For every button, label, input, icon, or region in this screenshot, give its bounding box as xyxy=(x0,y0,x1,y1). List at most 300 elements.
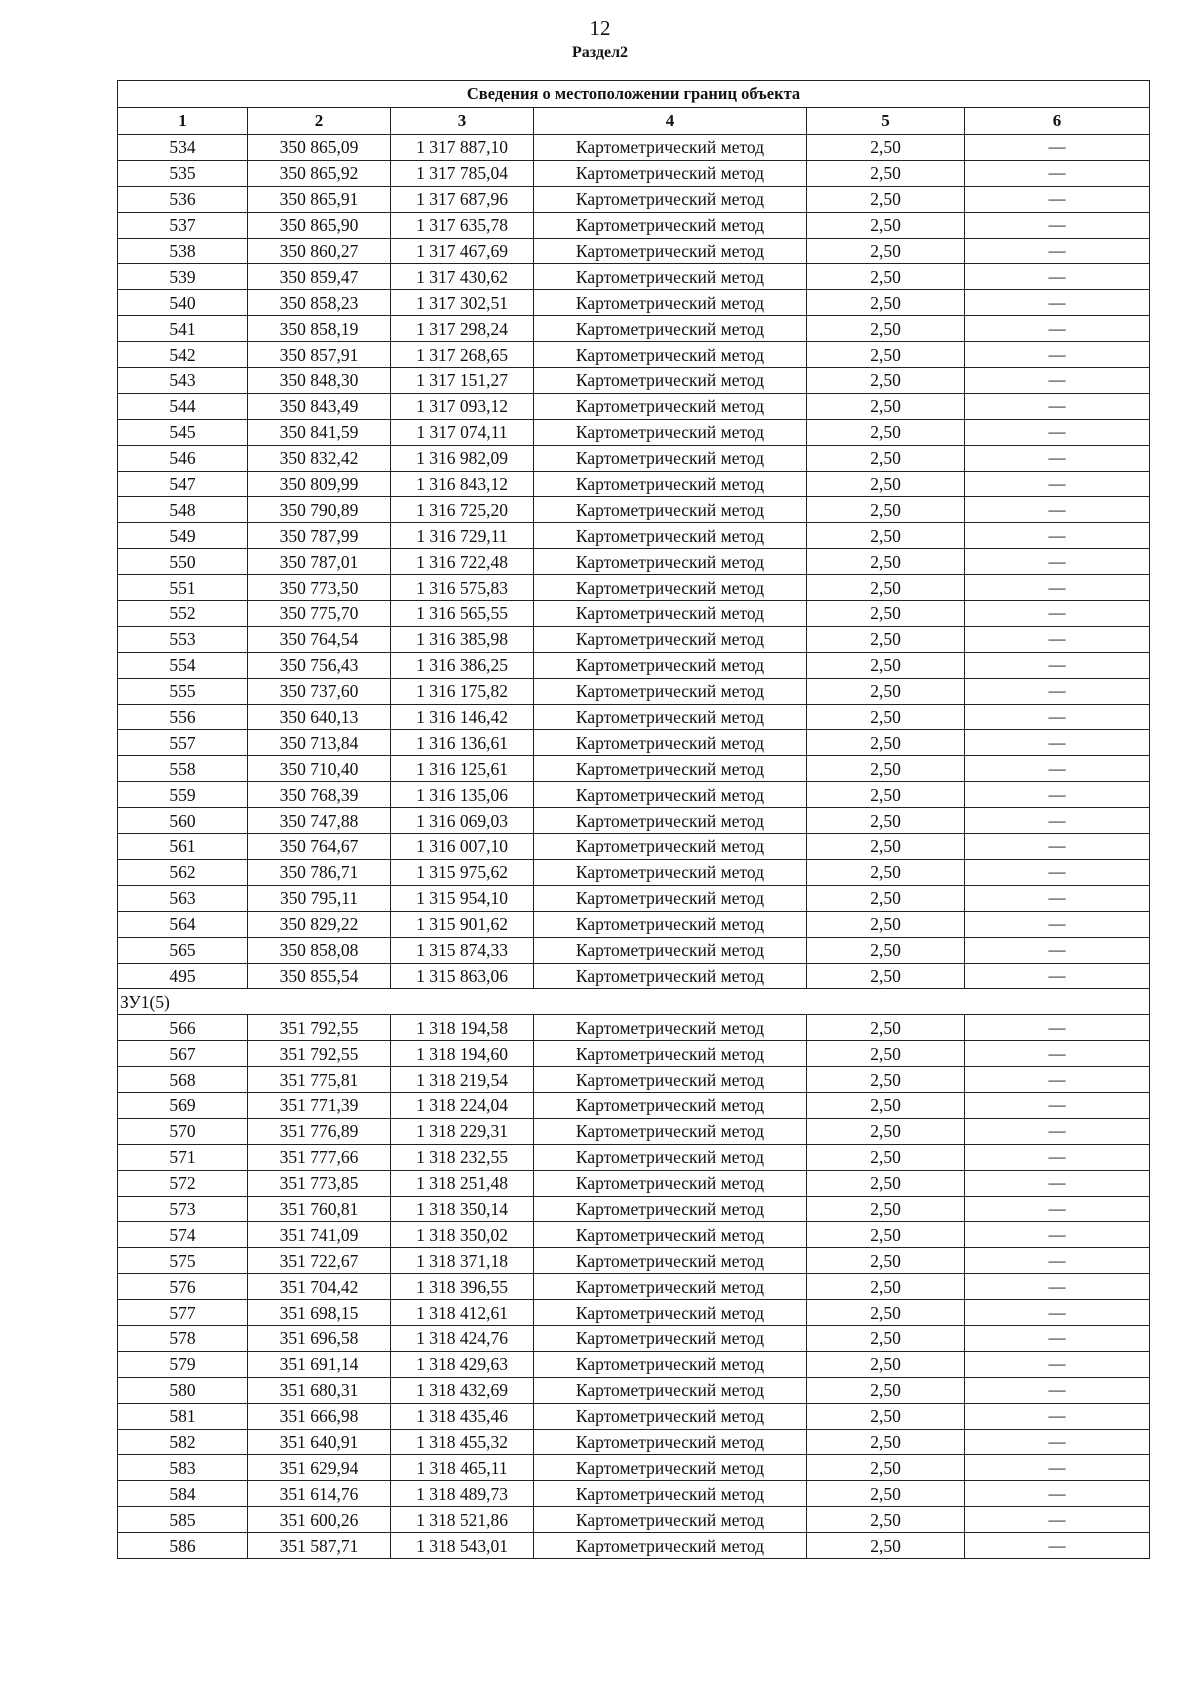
y-coordinate-cell: 1 317 785,04 xyxy=(391,160,534,186)
table-row xyxy=(118,756,1150,782)
accuracy-cell: 2,50 xyxy=(807,963,965,989)
table-row xyxy=(118,212,1150,238)
accuracy-cell: 2,50 xyxy=(807,678,965,704)
x-coordinate-cell: 351 680,31 xyxy=(248,1377,391,1403)
x-coordinate-cell: 350 790,89 xyxy=(248,497,391,523)
description-cell: — xyxy=(965,1429,1150,1455)
y-coordinate-cell: 1 317 074,11 xyxy=(391,419,534,445)
column-number: 1 xyxy=(118,108,248,135)
point-number-cell: 552 xyxy=(118,601,248,627)
description-cell: — xyxy=(965,1248,1150,1274)
table-row xyxy=(118,419,1150,445)
accuracy-cell: 2,50 xyxy=(807,393,965,419)
accuracy-cell: 2,50 xyxy=(807,1507,965,1533)
accuracy-cell: 2,50 xyxy=(807,1300,965,1326)
table-row xyxy=(118,1300,1150,1326)
table-row xyxy=(118,1170,1150,1196)
table-row xyxy=(118,601,1150,627)
accuracy-cell: 2,50 xyxy=(807,1041,965,1067)
accuracy-cell: 2,50 xyxy=(807,652,965,678)
description-cell: — xyxy=(965,1222,1150,1248)
x-coordinate-cell: 350 795,11 xyxy=(248,885,391,911)
point-number-cell: 576 xyxy=(118,1274,248,1300)
y-coordinate-cell: 1 316 125,61 xyxy=(391,756,534,782)
table-row xyxy=(118,782,1150,808)
method-cell: Картометрический метод xyxy=(534,575,807,601)
y-coordinate-cell: 1 315 874,33 xyxy=(391,937,534,963)
method-cell: Картометрический метод xyxy=(534,1092,807,1118)
table-row xyxy=(118,445,1150,471)
method-cell: Картометрический метод xyxy=(534,1481,807,1507)
table-row xyxy=(118,497,1150,523)
method-cell: Картометрический метод xyxy=(534,1377,807,1403)
method-cell: Картометрический метод xyxy=(534,368,807,394)
accuracy-cell: 2,50 xyxy=(807,264,965,290)
description-cell: — xyxy=(965,160,1150,186)
accuracy-cell: 2,50 xyxy=(807,937,965,963)
method-cell: Картометрический метод xyxy=(534,601,807,627)
method-cell: Картометрический метод xyxy=(534,963,807,989)
method-cell: Картометрический метод xyxy=(534,937,807,963)
table-row xyxy=(118,626,1150,652)
method-cell: Картометрический метод xyxy=(534,186,807,212)
x-coordinate-cell: 351 771,39 xyxy=(248,1092,391,1118)
description-cell: — xyxy=(965,1403,1150,1429)
x-coordinate-cell: 350 858,23 xyxy=(248,290,391,316)
table-row xyxy=(118,393,1150,419)
method-cell: Картометрический метод xyxy=(534,756,807,782)
description-cell: — xyxy=(965,601,1150,627)
description-cell: — xyxy=(965,135,1150,161)
method-cell: Картометрический метод xyxy=(534,1455,807,1481)
point-number-cell: 537 xyxy=(118,212,248,238)
description-cell: — xyxy=(965,911,1150,937)
x-coordinate-cell: 350 860,27 xyxy=(248,238,391,264)
table-row xyxy=(118,963,1150,989)
description-cell: — xyxy=(965,1377,1150,1403)
accuracy-cell: 2,50 xyxy=(807,601,965,627)
table-caption-row xyxy=(118,81,1150,108)
description-cell: — xyxy=(965,652,1150,678)
accuracy-cell: 2,50 xyxy=(807,626,965,652)
table-row xyxy=(118,911,1150,937)
y-coordinate-cell: 1 318 251,48 xyxy=(391,1170,534,1196)
x-coordinate-cell: 350 764,67 xyxy=(248,834,391,860)
accuracy-cell: 2,50 xyxy=(807,1118,965,1144)
x-coordinate-cell: 350 710,40 xyxy=(248,756,391,782)
y-coordinate-cell: 1 316 843,12 xyxy=(391,471,534,497)
point-number-cell: 555 xyxy=(118,678,248,704)
x-coordinate-cell: 351 775,81 xyxy=(248,1067,391,1093)
description-cell: — xyxy=(965,523,1150,549)
accuracy-cell: 2,50 xyxy=(807,1403,965,1429)
x-coordinate-cell: 351 773,85 xyxy=(248,1170,391,1196)
accuracy-cell: 2,50 xyxy=(807,1222,965,1248)
x-coordinate-cell: 350 786,71 xyxy=(248,859,391,885)
table-row xyxy=(118,1118,1150,1144)
method-cell: Картометрический метод xyxy=(534,911,807,937)
y-coordinate-cell: 1 316 146,42 xyxy=(391,704,534,730)
description-cell: — xyxy=(965,1144,1150,1170)
method-cell: Картометрический метод xyxy=(534,160,807,186)
point-number-cell: 578 xyxy=(118,1325,248,1351)
x-coordinate-cell: 351 741,09 xyxy=(248,1222,391,1248)
description-cell: — xyxy=(965,393,1150,419)
x-coordinate-cell: 350 865,09 xyxy=(248,135,391,161)
description-cell: — xyxy=(965,316,1150,342)
x-coordinate-cell: 350 841,59 xyxy=(248,419,391,445)
column-number: 6 xyxy=(965,108,1150,135)
point-number-cell: 553 xyxy=(118,626,248,652)
table-row xyxy=(118,1481,1150,1507)
y-coordinate-cell: 1 318 521,86 xyxy=(391,1507,534,1533)
description-cell: — xyxy=(965,1533,1150,1559)
accuracy-cell: 2,50 xyxy=(807,1274,965,1300)
y-coordinate-cell: 1 315 975,62 xyxy=(391,859,534,885)
method-cell: Картометрический метод xyxy=(534,290,807,316)
table-row xyxy=(118,834,1150,860)
y-coordinate-cell: 1 318 229,31 xyxy=(391,1118,534,1144)
accuracy-cell: 2,50 xyxy=(807,1196,965,1222)
method-cell: Картометрический метод xyxy=(534,652,807,678)
table-row xyxy=(118,1507,1150,1533)
point-number-cell: 546 xyxy=(118,445,248,471)
y-coordinate-cell: 1 315 954,10 xyxy=(391,885,534,911)
x-coordinate-cell: 351 722,67 xyxy=(248,1248,391,1274)
accuracy-cell: 2,50 xyxy=(807,834,965,860)
x-coordinate-cell: 350 773,50 xyxy=(248,575,391,601)
x-coordinate-cell: 350 764,54 xyxy=(248,626,391,652)
y-coordinate-cell: 1 318 396,55 xyxy=(391,1274,534,1300)
x-coordinate-cell: 350 747,88 xyxy=(248,808,391,834)
boundary-coordinates-table xyxy=(117,80,1150,1559)
table-row xyxy=(118,1196,1150,1222)
accuracy-cell: 2,50 xyxy=(807,911,965,937)
x-coordinate-cell: 350 640,13 xyxy=(248,704,391,730)
table-row xyxy=(118,342,1150,368)
y-coordinate-cell: 1 317 430,62 xyxy=(391,264,534,290)
description-cell: — xyxy=(965,1507,1150,1533)
method-cell: Картометрический метод xyxy=(534,1351,807,1377)
method-cell: Картометрический метод xyxy=(534,1248,807,1274)
section-title: Раздел2 xyxy=(571,44,629,61)
method-cell: Картометрический метод xyxy=(534,419,807,445)
column-number: 5 xyxy=(807,108,965,135)
point-number-cell: 544 xyxy=(118,393,248,419)
table-row xyxy=(118,368,1150,394)
description-cell: — xyxy=(965,419,1150,445)
accuracy-cell: 2,50 xyxy=(807,1429,965,1455)
group-row xyxy=(118,989,1150,1015)
table-row xyxy=(118,290,1150,316)
method-cell: Картометрический метод xyxy=(534,135,807,161)
point-number-cell: 567 xyxy=(118,1041,248,1067)
x-coordinate-cell: 351 698,15 xyxy=(248,1300,391,1326)
point-number-cell: 562 xyxy=(118,859,248,885)
table-row xyxy=(118,238,1150,264)
y-coordinate-cell: 1 316 175,82 xyxy=(391,678,534,704)
y-coordinate-cell: 1 317 302,51 xyxy=(391,290,534,316)
method-cell: Картометрический метод xyxy=(534,1274,807,1300)
description-cell: — xyxy=(965,937,1150,963)
table-row xyxy=(118,316,1150,342)
y-coordinate-cell: 1 318 412,61 xyxy=(391,1300,534,1326)
point-number-cell: 541 xyxy=(118,316,248,342)
x-coordinate-cell: 350 843,49 xyxy=(248,393,391,419)
method-cell: Картометрический метод xyxy=(534,316,807,342)
table-row xyxy=(118,1403,1150,1429)
point-number-cell: 572 xyxy=(118,1170,248,1196)
y-coordinate-cell: 1 316 729,11 xyxy=(391,523,534,549)
table-row xyxy=(118,808,1150,834)
column-number: 2 xyxy=(248,108,391,135)
x-coordinate-cell: 350 768,39 xyxy=(248,782,391,808)
description-cell: — xyxy=(965,342,1150,368)
point-number-cell: 575 xyxy=(118,1248,248,1274)
point-number-cell: 563 xyxy=(118,885,248,911)
accuracy-cell: 2,50 xyxy=(807,135,965,161)
point-number-cell: 539 xyxy=(118,264,248,290)
accuracy-cell: 2,50 xyxy=(807,1015,965,1041)
y-coordinate-cell: 1 316 565,55 xyxy=(391,601,534,627)
description-cell: — xyxy=(965,1300,1150,1326)
point-number-cell: 557 xyxy=(118,730,248,756)
method-cell: Картометрический метод xyxy=(534,1170,807,1196)
y-coordinate-cell: 1 318 194,58 xyxy=(391,1015,534,1041)
table-row xyxy=(118,1455,1150,1481)
method-cell: Картометрический метод xyxy=(534,523,807,549)
point-number-cell: 569 xyxy=(118,1092,248,1118)
column-number-row xyxy=(118,108,1150,135)
description-cell: — xyxy=(965,445,1150,471)
description-cell: — xyxy=(965,549,1150,575)
accuracy-cell: 2,50 xyxy=(807,212,965,238)
y-coordinate-cell: 1 317 093,12 xyxy=(391,393,534,419)
table-row xyxy=(118,575,1150,601)
y-coordinate-cell: 1 316 136,61 xyxy=(391,730,534,756)
accuracy-cell: 2,50 xyxy=(807,160,965,186)
method-cell: Картометрический метод xyxy=(534,859,807,885)
accuracy-cell: 2,50 xyxy=(807,445,965,471)
accuracy-cell: 2,50 xyxy=(807,523,965,549)
description-cell: — xyxy=(965,859,1150,885)
x-coordinate-cell: 351 696,58 xyxy=(248,1325,391,1351)
y-coordinate-cell: 1 318 224,04 xyxy=(391,1092,534,1118)
method-cell: Картометрический метод xyxy=(534,264,807,290)
point-number-cell: 549 xyxy=(118,523,248,549)
accuracy-cell: 2,50 xyxy=(807,756,965,782)
accuracy-cell: 2,50 xyxy=(807,471,965,497)
x-coordinate-cell: 350 855,54 xyxy=(248,963,391,989)
accuracy-cell: 2,50 xyxy=(807,1455,965,1481)
column-number: 4 xyxy=(534,108,807,135)
y-coordinate-cell: 1 317 151,27 xyxy=(391,368,534,394)
table-row xyxy=(118,885,1150,911)
y-coordinate-cell: 1 316 725,20 xyxy=(391,497,534,523)
method-cell: Картометрический метод xyxy=(534,808,807,834)
accuracy-cell: 2,50 xyxy=(807,1481,965,1507)
y-coordinate-cell: 1 318 371,18 xyxy=(391,1248,534,1274)
y-coordinate-cell: 1 318 194,60 xyxy=(391,1041,534,1067)
method-cell: Картометрический метод xyxy=(534,1300,807,1326)
x-coordinate-cell: 350 859,47 xyxy=(248,264,391,290)
accuracy-cell: 2,50 xyxy=(807,1533,965,1559)
description-cell: — xyxy=(965,704,1150,730)
x-coordinate-cell: 350 858,08 xyxy=(248,937,391,963)
point-number-cell: 534 xyxy=(118,135,248,161)
y-coordinate-cell: 1 316 135,06 xyxy=(391,782,534,808)
method-cell: Картометрический метод xyxy=(534,704,807,730)
description-cell: — xyxy=(965,834,1150,860)
y-coordinate-cell: 1 317 298,24 xyxy=(391,316,534,342)
method-cell: Картометрический метод xyxy=(534,238,807,264)
x-coordinate-cell: 351 629,94 xyxy=(248,1455,391,1481)
description-cell: — xyxy=(965,808,1150,834)
y-coordinate-cell: 1 316 385,98 xyxy=(391,626,534,652)
description-cell: — xyxy=(965,626,1150,652)
x-coordinate-cell: 351 760,81 xyxy=(248,1196,391,1222)
x-coordinate-cell: 350 713,84 xyxy=(248,730,391,756)
point-number-cell: 584 xyxy=(118,1481,248,1507)
point-number-cell: 548 xyxy=(118,497,248,523)
point-number-cell: 561 xyxy=(118,834,248,860)
accuracy-cell: 2,50 xyxy=(807,808,965,834)
point-number-cell: 495 xyxy=(118,963,248,989)
description-cell: — xyxy=(965,1325,1150,1351)
description-cell: — xyxy=(965,963,1150,989)
description-cell: — xyxy=(965,1041,1150,1067)
y-coordinate-cell: 1 318 465,11 xyxy=(391,1455,534,1481)
description-cell: — xyxy=(965,1067,1150,1093)
description-cell: — xyxy=(965,1118,1150,1144)
table-row xyxy=(118,264,1150,290)
point-number-cell: 540 xyxy=(118,290,248,316)
x-coordinate-cell: 350 865,92 xyxy=(248,160,391,186)
method-cell: Картометрический метод xyxy=(534,1222,807,1248)
table-body xyxy=(118,135,1150,1559)
x-coordinate-cell: 351 600,26 xyxy=(248,1507,391,1533)
table-row xyxy=(118,523,1150,549)
y-coordinate-cell: 1 318 219,54 xyxy=(391,1067,534,1093)
method-cell: Картометрический метод xyxy=(534,1325,807,1351)
method-cell: Картометрический метод xyxy=(534,549,807,575)
x-coordinate-cell: 351 792,55 xyxy=(248,1041,391,1067)
point-number-cell: 542 xyxy=(118,342,248,368)
y-coordinate-cell: 1 318 350,14 xyxy=(391,1196,534,1222)
method-cell: Картометрический метод xyxy=(534,212,807,238)
accuracy-cell: 2,50 xyxy=(807,1170,965,1196)
accuracy-cell: 2,50 xyxy=(807,549,965,575)
accuracy-cell: 2,50 xyxy=(807,290,965,316)
y-coordinate-cell: 1 316 069,03 xyxy=(391,808,534,834)
point-number-cell: 581 xyxy=(118,1403,248,1429)
x-coordinate-cell: 351 776,89 xyxy=(248,1118,391,1144)
y-coordinate-cell: 1 315 863,06 xyxy=(391,963,534,989)
x-coordinate-cell: 351 640,91 xyxy=(248,1429,391,1455)
description-cell: — xyxy=(965,756,1150,782)
y-coordinate-cell: 1 316 386,25 xyxy=(391,652,534,678)
accuracy-cell: 2,50 xyxy=(807,1144,965,1170)
accuracy-cell: 2,50 xyxy=(807,1248,965,1274)
table-row xyxy=(118,160,1150,186)
y-coordinate-cell: 1 318 432,69 xyxy=(391,1377,534,1403)
group-label: ЗУ1(5) xyxy=(118,989,1150,1015)
accuracy-cell: 2,50 xyxy=(807,497,965,523)
method-cell: Картометрический метод xyxy=(534,1015,807,1041)
point-number-cell: 565 xyxy=(118,937,248,963)
table-row xyxy=(118,1274,1150,1300)
y-coordinate-cell: 1 316 722,48 xyxy=(391,549,534,575)
accuracy-cell: 2,50 xyxy=(807,342,965,368)
y-coordinate-cell: 1 318 429,63 xyxy=(391,1351,534,1377)
description-cell: — xyxy=(965,1196,1150,1222)
table-row xyxy=(118,859,1150,885)
point-number-cell: 535 xyxy=(118,160,248,186)
x-coordinate-cell: 350 857,91 xyxy=(248,342,391,368)
point-number-cell: 551 xyxy=(118,575,248,601)
x-coordinate-cell: 350 829,22 xyxy=(248,911,391,937)
point-number-cell: 577 xyxy=(118,1300,248,1326)
x-coordinate-cell: 350 865,91 xyxy=(248,186,391,212)
method-cell: Картометрический метод xyxy=(534,497,807,523)
x-coordinate-cell: 350 809,99 xyxy=(248,471,391,497)
point-number-cell: 582 xyxy=(118,1429,248,1455)
y-coordinate-cell: 1 318 435,46 xyxy=(391,1403,534,1429)
table-row xyxy=(118,1067,1150,1093)
point-number-cell: 573 xyxy=(118,1196,248,1222)
accuracy-cell: 2,50 xyxy=(807,575,965,601)
method-cell: Картометрический метод xyxy=(534,1144,807,1170)
table-row xyxy=(118,1222,1150,1248)
x-coordinate-cell: 351 691,14 xyxy=(248,1351,391,1377)
table-row xyxy=(118,704,1150,730)
x-coordinate-cell: 350 832,42 xyxy=(248,445,391,471)
method-cell: Картометрический метод xyxy=(534,1403,807,1429)
description-cell: — xyxy=(965,1092,1150,1118)
y-coordinate-cell: 1 317 887,10 xyxy=(391,135,534,161)
table-row xyxy=(118,1325,1150,1351)
x-coordinate-cell: 351 792,55 xyxy=(248,1015,391,1041)
point-number-cell: 560 xyxy=(118,808,248,834)
table-row xyxy=(118,937,1150,963)
point-number-cell: 547 xyxy=(118,471,248,497)
method-cell: Картометрический метод xyxy=(534,1067,807,1093)
accuracy-cell: 2,50 xyxy=(807,316,965,342)
method-cell: Картометрический метод xyxy=(534,1041,807,1067)
description-cell: — xyxy=(965,290,1150,316)
table-row xyxy=(118,549,1150,575)
description-cell: — xyxy=(965,212,1150,238)
point-number-cell: 586 xyxy=(118,1533,248,1559)
point-number-cell: 536 xyxy=(118,186,248,212)
method-cell: Картометрический метод xyxy=(534,782,807,808)
x-coordinate-cell: 350 756,43 xyxy=(248,652,391,678)
method-cell: Картометрический метод xyxy=(534,342,807,368)
method-cell: Картометрический метод xyxy=(534,1429,807,1455)
method-cell: Картометрический метод xyxy=(534,1196,807,1222)
table-row xyxy=(118,1351,1150,1377)
table-caption: Сведения о местоположении границ объекта xyxy=(118,81,1150,108)
accuracy-cell: 2,50 xyxy=(807,368,965,394)
x-coordinate-cell: 350 775,70 xyxy=(248,601,391,627)
method-cell: Картометрический метод xyxy=(534,678,807,704)
point-number-cell: 554 xyxy=(118,652,248,678)
point-number-cell: 558 xyxy=(118,756,248,782)
description-cell: — xyxy=(965,1351,1150,1377)
x-coordinate-cell: 350 787,99 xyxy=(248,523,391,549)
point-number-cell: 550 xyxy=(118,549,248,575)
accuracy-cell: 2,50 xyxy=(807,186,965,212)
